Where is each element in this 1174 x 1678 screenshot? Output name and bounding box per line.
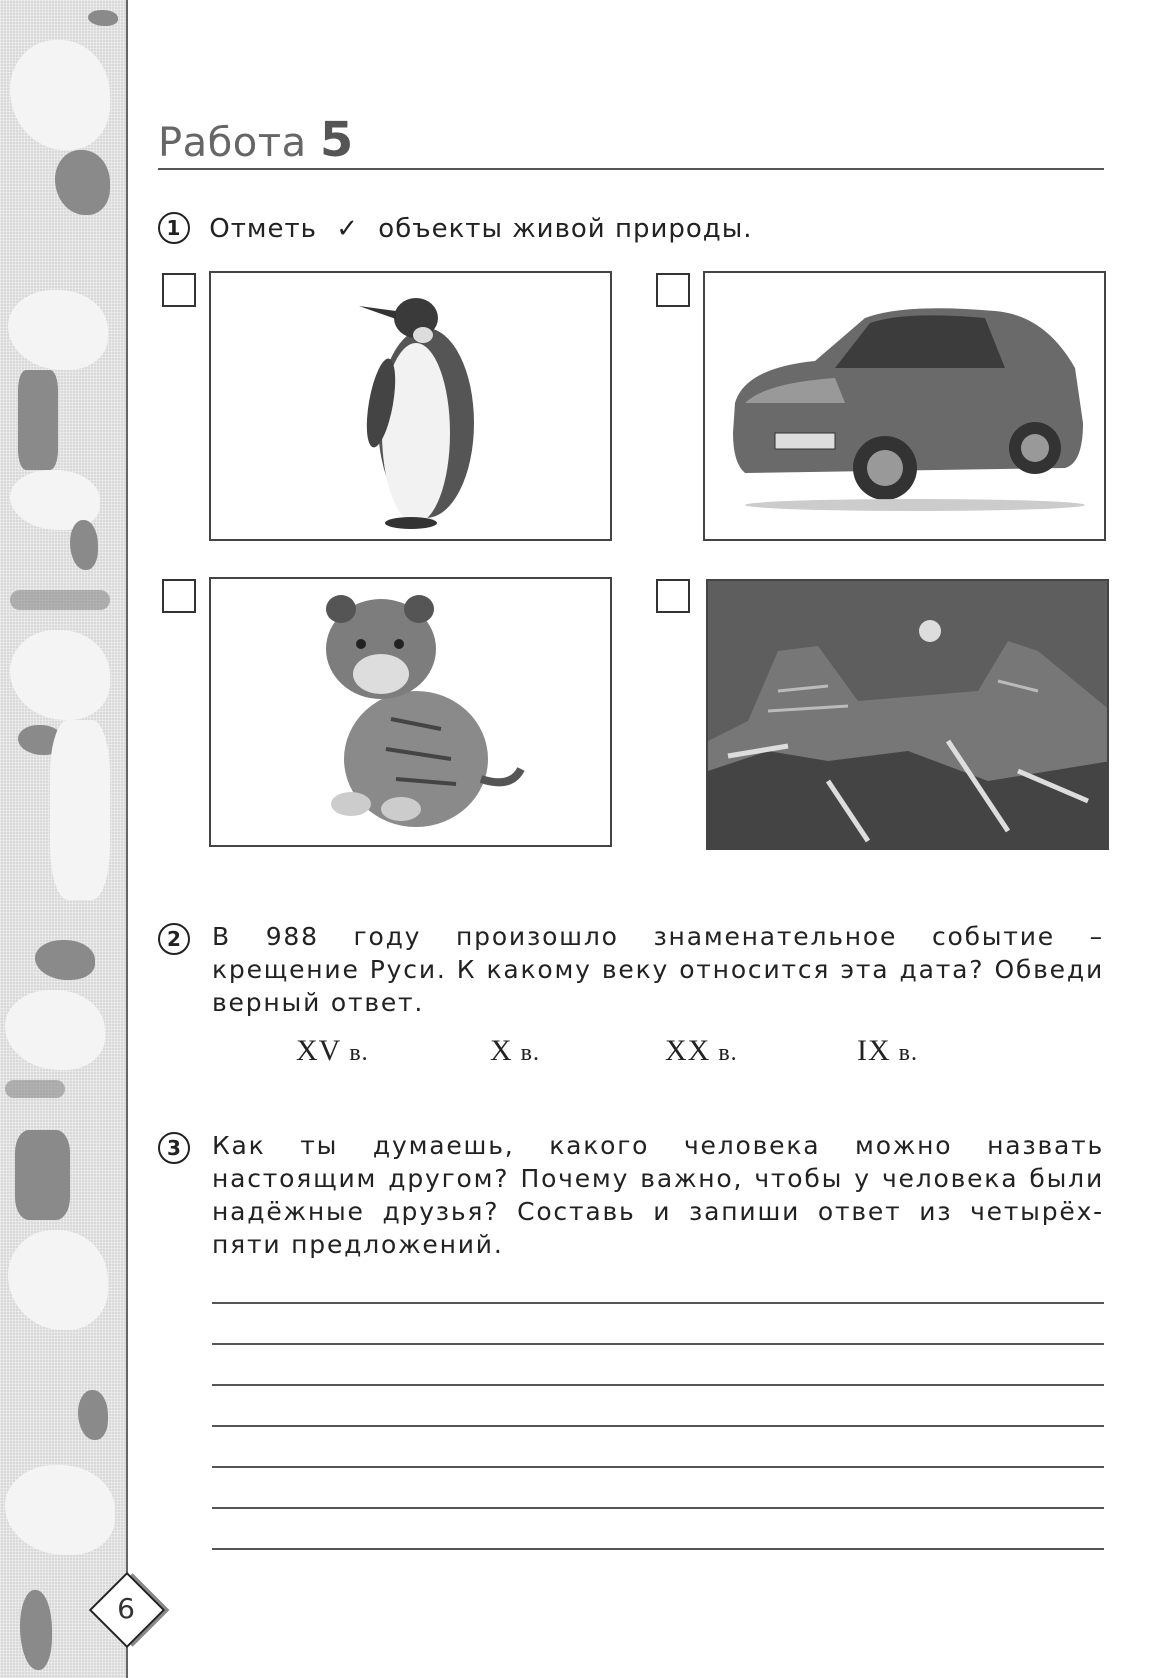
image-frame-mountains <box>706 579 1109 850</box>
image-frame-tiger-cub <box>209 577 612 847</box>
checkbox-penguin[interactable] <box>162 273 196 307</box>
answer-option-ix[interactable]: IX в. <box>857 1034 918 1067</box>
answer-option-x[interactable]: X в. <box>490 1034 541 1067</box>
page-number-badge <box>90 1573 162 1645</box>
monkey-silhouette-icon <box>55 150 110 215</box>
answer-line[interactable] <box>212 1548 1104 1550</box>
penguin-image-icon <box>211 273 612 541</box>
car-image-icon <box>705 273 1106 541</box>
task-2-text: В 988 году произошло знаменательное событие – крещение Руси. К какому веку относится эта дата? Обведи верный ответ. <box>212 922 1104 1017</box>
answer-line[interactable] <box>212 1343 1104 1345</box>
title-number: 5 <box>319 112 354 168</box>
answer-line[interactable] <box>212 1507 1104 1509</box>
deer-silhouette-icon <box>15 1130 70 1220</box>
answer-option-xv[interactable]: XV в. <box>296 1034 369 1067</box>
title-divider <box>158 168 1104 170</box>
horse-silhouette-icon <box>10 630 110 720</box>
giraffe-silhouette-icon <box>50 720 110 900</box>
task-1-prompt <box>158 212 753 246</box>
animal-silhouette-icon <box>10 40 110 150</box>
title-word: Работа <box>158 120 307 166</box>
task-number-badge: 3 <box>158 1132 190 1164</box>
task-3-text: Как ты думаешь, какого человека можно назвать настоящим другом? Почему важно, чтобы у человека были надёжные друзья? Составь и запиши ответ из четырёх-пяти предложений. <box>212 1131 1104 1259</box>
fish-silhouette-icon <box>88 10 118 26</box>
mountains-image-icon <box>708 581 1109 850</box>
answer-option-xx[interactable]: XX в. <box>665 1034 738 1067</box>
answer-line[interactable] <box>212 1425 1104 1427</box>
decorative-sidebar <box>0 0 128 1678</box>
paw-prints-icon <box>5 1080 65 1098</box>
checkmark-icon: ✓ <box>336 214 360 244</box>
penguin-silhouette-icon <box>20 1590 52 1670</box>
owl-silhouette-icon <box>78 1390 108 1440</box>
penguin-silhouette-icon <box>70 520 98 570</box>
animal-silhouette-icon <box>8 1230 108 1330</box>
page-title <box>158 112 354 168</box>
image-frame-penguin <box>209 271 612 541</box>
task-number-badge: 1 <box>158 212 190 244</box>
paw-prints-icon <box>10 590 110 610</box>
page-number: 6 <box>117 1592 135 1625</box>
checkbox-car[interactable] <box>656 273 690 307</box>
bear-silhouette-icon <box>8 290 108 370</box>
bear-silhouette-icon <box>5 1465 115 1555</box>
answer-line[interactable] <box>212 1384 1104 1386</box>
image-frame-car <box>703 271 1106 541</box>
task-number-badge: 2 <box>158 923 190 955</box>
answer-line[interactable] <box>212 1466 1104 1468</box>
checkbox-mountains[interactable] <box>656 579 690 613</box>
checkbox-tiger-cub[interactable] <box>162 579 196 613</box>
tiger-cub-image-icon <box>211 579 612 847</box>
task-1-text-after: объекты живой природы. <box>378 214 753 244</box>
fox-silhouette-icon <box>35 940 95 980</box>
goat-silhouette-icon <box>5 990 105 1070</box>
task-1-text-before: Отметь <box>209 214 317 244</box>
deer-silhouette-icon <box>18 370 58 470</box>
answer-line[interactable] <box>212 1302 1104 1304</box>
